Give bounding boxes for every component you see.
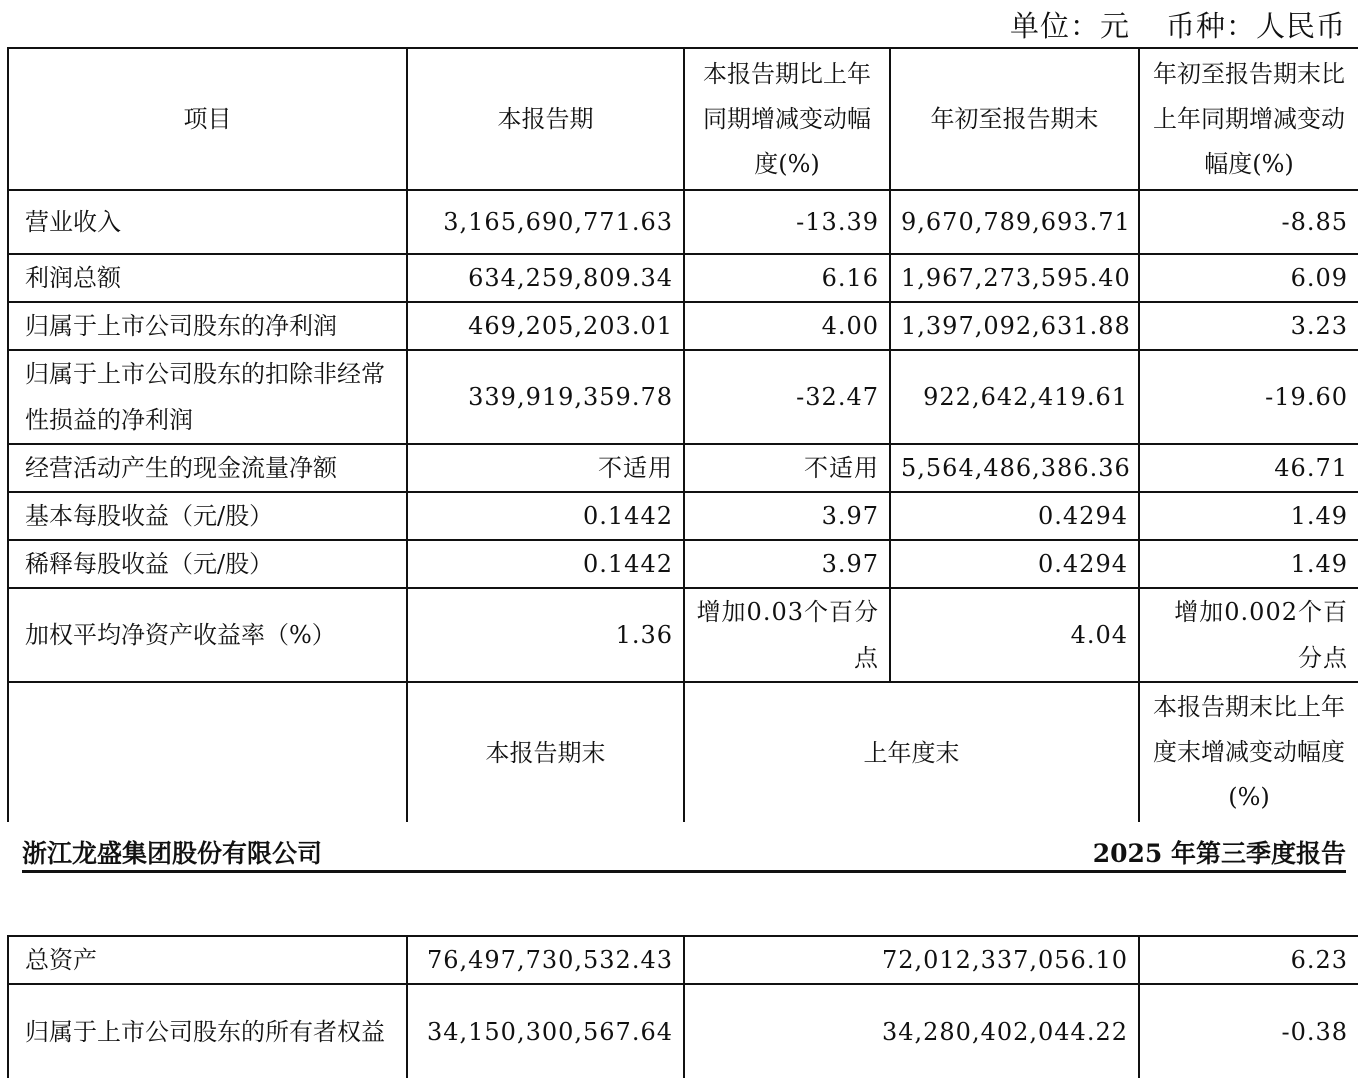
cell-value: 4.00: [684, 302, 890, 350]
cell-value: 1,397,092,631.88: [890, 302, 1139, 350]
table-row: [8, 492, 1358, 540]
sub-header-row: [8, 682, 1358, 822]
cell-value: 0.1442: [407, 492, 684, 540]
unit-label: 单位：元: [1009, 9, 1130, 43]
row-label: 归属于上市公司股东的净利润: [8, 302, 407, 350]
cell-value: 1.49: [1139, 492, 1358, 540]
cell-value: 1.36: [407, 588, 684, 682]
table-row: [8, 444, 1358, 492]
sub-header-prior-year-end: 上年度末: [684, 682, 1139, 822]
cell-value: -0.38: [1139, 984, 1358, 1078]
header-item: 项目: [8, 48, 407, 190]
table-row: [8, 350, 1358, 444]
cell-value: 1,967,273,595.40: [890, 254, 1139, 302]
cell-value: 46.71: [1139, 444, 1358, 492]
header-ytd: 年初至报告期末: [890, 48, 1139, 190]
cell-value: 增加0.03个百分点: [684, 588, 890, 682]
row-label: 利润总额: [8, 254, 407, 302]
cell-value: 0.4294: [890, 492, 1139, 540]
cell-value: 6.09: [1139, 254, 1358, 302]
row-label: 加权平均净资产收益率（%）: [8, 588, 407, 682]
cell-value: 76,497,730,532.43: [407, 936, 684, 984]
cell-value: 339,919,359.78: [407, 350, 684, 444]
header-current-period: 本报告期: [407, 48, 684, 190]
row-label: 总资产: [8, 936, 407, 984]
table-row: [8, 254, 1358, 302]
cell-value: 5,564,486,386.36: [890, 444, 1139, 492]
financial-data-table: [7, 47, 1358, 822]
row-label: 基本每股收益（元/股）: [8, 492, 407, 540]
cell-value: 0.4294: [890, 540, 1139, 588]
sub-header-period-end: 本报告期末: [407, 682, 684, 822]
cell-value: 3.97: [684, 540, 890, 588]
cell-value: 3.23: [1139, 302, 1358, 350]
cell-value: 0.1442: [407, 540, 684, 588]
report-title: 2025 年第三季度报告: [1092, 839, 1346, 868]
cell-value: 6.16: [684, 254, 890, 302]
cell-value: -8.85: [1139, 190, 1358, 254]
row-label: 营业收入: [8, 190, 407, 254]
cell-value: -32.47: [684, 350, 890, 444]
cell-value: 不适用: [684, 444, 890, 492]
table-row: [8, 190, 1358, 254]
currency-label: 币种：人民币: [1165, 9, 1346, 43]
table-row: [8, 302, 1358, 350]
row-label: 经营活动产生的现金流量净额: [8, 444, 407, 492]
cell-value: 4.04: [890, 588, 1139, 682]
table-row: [8, 936, 1358, 984]
cell-value: 34,150,300,567.64: [407, 984, 684, 1078]
header-current-change: 本报告期比上年同期增减变动幅度(%): [684, 48, 890, 190]
cell-value: 922,642,419.61: [890, 350, 1139, 444]
cell-value: 9,670,789,693.71: [890, 190, 1139, 254]
table-header-row: [8, 48, 1358, 190]
cell-value: 469,205,203.01: [407, 302, 684, 350]
cell-value: 34,280,402,044.22: [684, 984, 1139, 1078]
row-label: 归属于上市公司股东的扣除非经常性损益的净利润: [8, 350, 407, 444]
company-name: 浙江龙盛集团股份有限公司: [22, 839, 323, 868]
cell-value: 634,259,809.34: [407, 254, 684, 302]
cell-value: 72,012,337,056.10: [684, 936, 1139, 984]
cell-value: -19.60: [1139, 350, 1358, 444]
unit-line: [1010, 4, 1346, 45]
cell-value: 不适用: [407, 444, 684, 492]
sub-header-empty: [8, 682, 407, 822]
cell-value: 1.49: [1139, 540, 1358, 588]
table-row: [8, 984, 1358, 1078]
cell-value: 增加0.002个百分点: [1139, 588, 1358, 682]
table-row: [8, 588, 1358, 682]
row-label: 归属于上市公司股东的所有者权益: [8, 984, 407, 1078]
header-ytd-change: 年初至报告期末比上年同期增减变动幅度(%): [1139, 48, 1358, 190]
cell-value: 3.97: [684, 492, 890, 540]
page-footer: [22, 832, 1346, 873]
row-label: 稀释每股收益（元/股）: [8, 540, 407, 588]
cell-value: -13.39: [684, 190, 890, 254]
cell-value: 6.23: [1139, 936, 1358, 984]
cell-value: 3,165,690,771.63: [407, 190, 684, 254]
balance-data-table: [7, 935, 1358, 1078]
table-row: [8, 540, 1358, 588]
sub-header-change: 本报告期末比上年度末增减变动幅度(%): [1139, 682, 1358, 822]
